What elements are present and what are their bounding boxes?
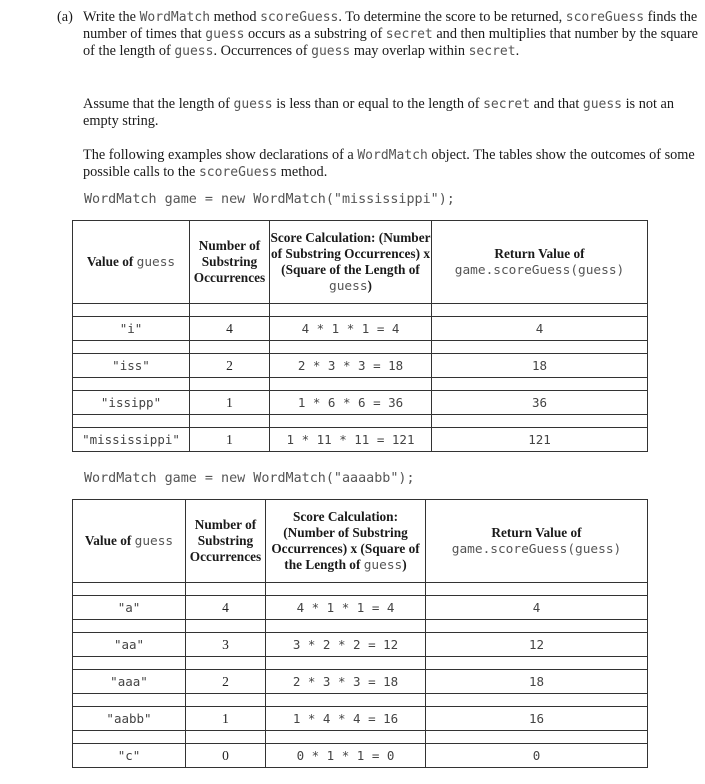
spacer-cell <box>73 731 186 744</box>
spacer-cell <box>270 304 432 317</box>
guess-cell: "issipp" <box>73 391 190 415</box>
spacer-cell <box>73 415 190 428</box>
text-run: Assume that the length of <box>83 96 234 112</box>
spacer-cell <box>73 694 186 707</box>
spacer-cell <box>73 341 190 354</box>
occurrences-cell: 4 <box>186 596 266 620</box>
return-value-cell: 36 <box>432 391 648 415</box>
spacer-cell <box>73 583 186 596</box>
guess-cell: "c" <box>73 744 186 768</box>
text-run: and then multiplies that number by the square of the length of <box>83 26 698 59</box>
intro-paragraph-2 <box>83 96 703 130</box>
spacer-cell <box>266 583 426 596</box>
code-term: guess <box>582 97 623 112</box>
code-term: secret <box>468 44 516 59</box>
score-calc-cell: 2 * 3 * 3 = 18 <box>266 670 426 694</box>
text-run: is not an empty string. <box>83 96 675 129</box>
text-run: is less than or equal to the length of <box>272 96 484 112</box>
spacer-cell <box>432 341 648 354</box>
occurrences-cell: 1 <box>190 428 270 452</box>
return-value-cell: 18 <box>432 354 648 378</box>
text-run: finds the number of times that <box>83 9 698 42</box>
spacer-cell <box>73 657 186 670</box>
guess-cell: "aaa" <box>73 670 186 694</box>
guess-cell: "iss" <box>73 354 190 378</box>
score-table-1 <box>72 220 648 452</box>
occurrences-cell: 1 <box>186 707 266 731</box>
spacer-cell <box>426 583 648 596</box>
header-return-value: Return Value of game.scoreGuess(guess) <box>432 221 648 304</box>
code-term: scoreGuess <box>565 10 645 25</box>
code-term: scoreGuess <box>260 10 339 25</box>
code-term: WordMatch <box>139 10 211 25</box>
spacer-cell <box>426 620 648 633</box>
spacer-cell <box>190 378 270 391</box>
score-calc-cell: 0 * 1 * 1 = 0 <box>266 744 426 768</box>
guess-cell: "a" <box>73 596 186 620</box>
spacer-cell <box>270 378 432 391</box>
code-term: guess <box>233 97 273 112</box>
text-run: Write the <box>83 9 140 25</box>
table-row <box>73 670 648 694</box>
text-run: . Occurrences of <box>213 43 312 59</box>
score-calc-cell: 1 * 11 * 11 = 121 <box>270 428 432 452</box>
spacer-cell <box>73 620 186 633</box>
table-row <box>73 391 648 415</box>
declaration-1: WordMatch game = new WordMatch("mississippi"); <box>84 192 455 207</box>
spacer-cell <box>73 304 190 317</box>
spacer-cell <box>432 304 648 317</box>
text-run: . <box>515 43 520 59</box>
code-term: secret <box>483 97 531 112</box>
spacer-cell <box>186 620 266 633</box>
code-term: secret <box>385 27 433 42</box>
spacer-cell <box>266 694 426 707</box>
spacer-row <box>73 378 648 391</box>
text-run: and that <box>530 96 583 112</box>
score-calc-cell: 2 * 3 * 3 = 18 <box>270 354 432 378</box>
score-calc-cell: 4 * 1 * 1 = 4 <box>270 317 432 341</box>
occurrences-cell: 1 <box>190 391 270 415</box>
score-calc-cell: 4 * 1 * 1 = 4 <box>266 596 426 620</box>
spacer-row <box>73 583 648 596</box>
spacer-row <box>73 657 648 670</box>
spacer-cell <box>190 415 270 428</box>
text-run: method <box>210 9 261 25</box>
part-label: (a) <box>57 9 73 25</box>
spacer-cell <box>186 731 266 744</box>
return-value-cell: 0 <box>426 744 648 768</box>
spacer-cell <box>186 694 266 707</box>
spacer-cell <box>266 657 426 670</box>
header-value-of-guess: Value of guess <box>73 221 190 304</box>
spacer-cell <box>270 415 432 428</box>
header-return-value: Return Value of game.scoreGuess(guess) <box>426 500 648 583</box>
guess-cell: "mississippi" <box>73 428 190 452</box>
occurrences-cell: 0 <box>186 744 266 768</box>
table-row <box>73 317 648 341</box>
text-run: object. The tables show the outcomes of some possible calls to the <box>83 147 695 180</box>
header-num-occurrences: Number of Substring Occurrences <box>190 221 270 304</box>
spacer-row <box>73 731 648 744</box>
code-term: guess <box>311 44 351 59</box>
return-value-cell: 18 <box>426 670 648 694</box>
spacer-row <box>73 304 648 317</box>
occurrences-cell: 3 <box>186 633 266 657</box>
spacer-cell <box>426 657 648 670</box>
code-term: scoreGuess <box>198 165 278 180</box>
table-row <box>73 707 648 731</box>
table-row <box>73 744 648 768</box>
return-value-cell: 4 <box>426 596 648 620</box>
score-calc-cell: 1 * 4 * 4 = 16 <box>266 707 426 731</box>
code-term: WordMatch <box>357 148 428 163</box>
score-calc-cell: 1 * 6 * 6 = 36 <box>270 391 432 415</box>
intro-paragraph-3 <box>83 147 703 181</box>
spacer-cell <box>432 415 648 428</box>
spacer-cell <box>426 731 648 744</box>
declaration-2: WordMatch game = new WordMatch("aaaabb"); <box>84 471 415 486</box>
table-row <box>73 354 648 378</box>
spacer-cell <box>426 694 648 707</box>
text-run: The following examples show declarations of a <box>83 147 358 163</box>
spacer-cell <box>270 341 432 354</box>
guess-cell: "aa" <box>73 633 186 657</box>
spacer-cell <box>190 304 270 317</box>
spacer-cell <box>186 657 266 670</box>
header-score-calc: Score Calculation: (Number of Substring Occurrences) x (Square of the Length of guess) <box>266 500 426 583</box>
spacer-cell <box>190 341 270 354</box>
spacer-cell <box>432 378 648 391</box>
spacer-cell <box>186 583 266 596</box>
return-value-cell: 16 <box>426 707 648 731</box>
table-row <box>73 633 648 657</box>
occurrences-cell: 4 <box>190 317 270 341</box>
guess-cell: "aabb" <box>73 707 186 731</box>
table-row <box>73 596 648 620</box>
spacer-row <box>73 620 648 633</box>
spacer-cell <box>73 378 190 391</box>
table-row <box>73 428 648 452</box>
return-value-cell: 12 <box>426 633 648 657</box>
text-run: occurs as a substring of <box>244 26 386 42</box>
text-run: . To determine the score to be returned, <box>338 9 566 25</box>
score-table-2 <box>72 499 648 768</box>
header-value-of-guess: Value of guess <box>73 500 186 583</box>
spacer-row <box>73 341 648 354</box>
return-value-cell: 121 <box>432 428 648 452</box>
spacer-cell <box>266 731 426 744</box>
return-value-cell: 4 <box>432 317 648 341</box>
code-term: guess <box>205 27 245 42</box>
text-run: method. <box>277 164 328 180</box>
guess-cell: "i" <box>73 317 190 341</box>
score-calc-cell: 3 * 2 * 2 = 12 <box>266 633 426 657</box>
occurrences-cell: 2 <box>186 670 266 694</box>
code-term: guess <box>174 44 214 59</box>
spacer-cell <box>266 620 426 633</box>
occurrences-cell: 2 <box>190 354 270 378</box>
intro-paragraph-1 <box>83 9 703 60</box>
spacer-row <box>73 694 648 707</box>
text-run: may overlap within <box>350 43 469 59</box>
header-num-occurrences: Number of Substring Occurrences <box>186 500 266 583</box>
header-score-calc: Score Calculation: (Number of Substring Occurrences) x (Square of the Length of guess) <box>270 221 432 304</box>
spacer-row <box>73 415 648 428</box>
